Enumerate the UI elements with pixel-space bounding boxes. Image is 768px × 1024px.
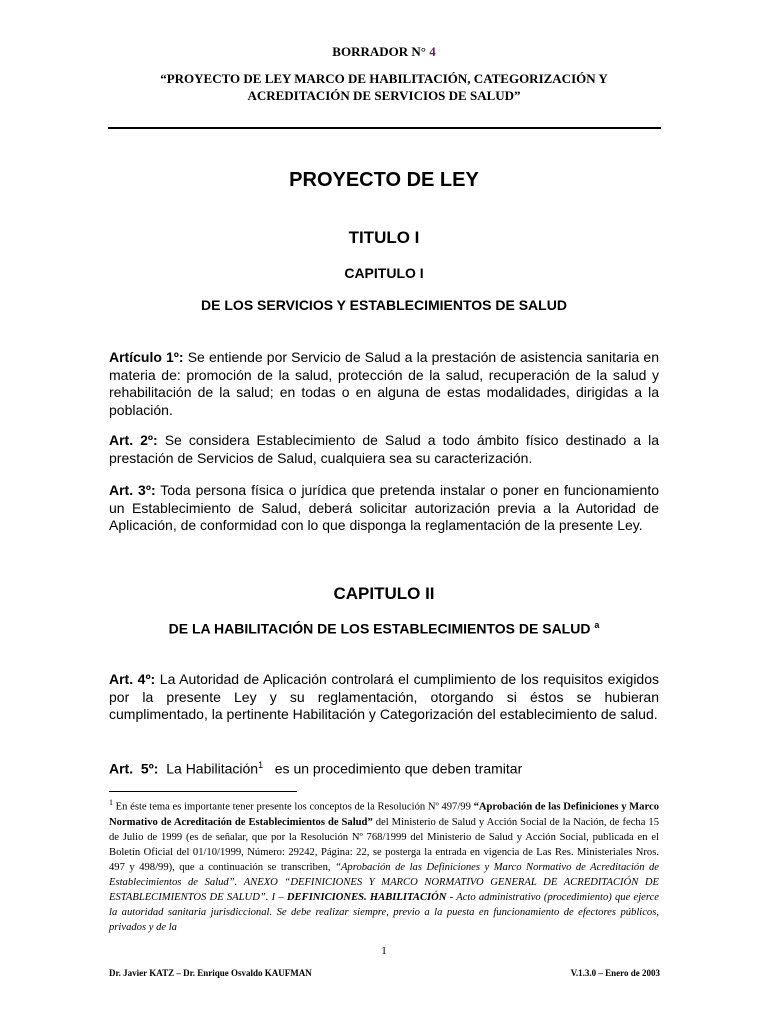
main-heading: PROYECTO DE LEY <box>289 169 479 191</box>
draft-title-prefix: BORRADOR N° <box>332 44 430 59</box>
footnote-italic-1: “Aprobación de las Definiciones y Marco Normativo de Acreditación de Establecimientos de Salud”. ANEXO “DEFINICIONES Y MARCO NORMATIVO GENERAL DE ACREDITACIÓN DE ESTABLECIMIENTOS DE SALUD”. I – <box>109 861 659 904</box>
document-subtitle <box>100 70 668 104</box>
footnote-divider <box>109 791 297 792</box>
article-1-text: Se entiende por Servicio de Salud a la prestación de asistencia sanitaria en materia de: promoción de la salud, protección de la salud, recuperación de la salud y rehabilitación de la salud; en todas o en alguna de estas modalidades, dirigidas a la población. <box>109 349 660 418</box>
article-5-footnote-mark: 1 <box>258 760 264 770</box>
article-4 <box>109 671 659 724</box>
footnote-bold-italic-1: DEFINICIONES. HABILITACIÓN <box>286 892 447 904</box>
footnote-text-1: En éste tema es importante tener presente los conceptos de la Resolución Nº 497/99 <box>113 801 474 813</box>
section-2-heading <box>0 620 768 637</box>
section-2-endnote-mark: a <box>594 620 600 630</box>
article-5-text-before: La Habilitación <box>158 760 259 777</box>
article-5 <box>109 757 659 778</box>
article-3 <box>109 482 659 535</box>
footer-version: V.1.3.0 – Enero de 2003 <box>570 968 660 978</box>
article-5-text-after: es un procedimiento que deben tramitar <box>263 760 523 777</box>
subtitle-line-2: ACREDITACIÓN DE SERVICIOS DE SALUD” <box>247 88 521 103</box>
header-divider <box>108 127 661 129</box>
footnote-mark: 1 <box>109 798 113 807</box>
section-2-text: DE LA HABILITACIÓN DE LOS ESTABLECIMIENTOS DE SALUD <box>168 620 595 637</box>
article-2 <box>109 432 659 467</box>
titulo-heading: TITULO I <box>348 228 420 247</box>
capitulo-2-heading: CAPITULO II <box>333 584 435 603</box>
footnote-italic-2: - Acto administrativo (procedimiento) que ejerce la autoridad sanitaria jurisdiccional. Se debe realizar siempre, previo a la puesta en funcionamiento de efectores públicos, privados y de la <box>109 892 660 934</box>
article-3-text: Toda persona física o jurídica que pretenda instalar o poner en funcionamiento un Establecimiento de Salud, deberá solicitar autorización previa a la Autoridad de Aplicación, de conformidad con lo que disponga la reglamentación de la presente Ley. <box>109 482 659 533</box>
section-1-heading: DE LOS SERVICIOS Y ESTABLECIMIENTOS DE SALUD <box>201 297 567 313</box>
article-4-text: La Autoridad de Aplicación controlará el cumplimiento de los requisitos exigidos por la presente Ley y su reglamentación, otorgando si éstos se hubieran cumplimentado, la pertinente Habilitación y Categorización del establecimiento de salud. <box>109 671 660 722</box>
footer-authors: Dr. Javier KATZ – Dr. Enrique Osvaldo KAUFMAN <box>109 968 312 978</box>
footnote-text-2: del Ministerio de Salud y Acción Social de la Nación, de fecha 15 de Julio de 1999 (es de señalar, que por la Resolución Nº 768/1999 del Ministerio de Salud y Acción Social, publicada en el Boletín Oficial del 01/10/1999, Número: 29242, Página: 22, se posterga la entrada en vigencia de Las Res. Ministeriales Nros. 497 y 498/99), que a continuación se transcriben, <box>109 816 659 873</box>
subtitle-line-1: “PROYECTO DE LEY MARCO DE HABILITACIÓN, CATEGORIZACIÓN Y <box>160 71 608 86</box>
page-number: 1 <box>381 945 387 957</box>
article-4-label: Art. 4º: <box>109 671 156 687</box>
draft-title <box>0 44 768 60</box>
article-2-text: Se considera Establecimiento de Salud a todo ámbito físico destinado a la prestación de Servicios de Salud, cualquiera sea su caracterización. <box>109 432 659 466</box>
footnote-bold-1: “Aprobación de las Definiciones y Marco Normativo de Acreditación de Establecimientos de Salud” <box>109 801 659 828</box>
article-3-label: Art. 3º: <box>109 482 156 498</box>
article-2-label: Art. 2º: <box>109 432 158 448</box>
footnote <box>109 795 659 935</box>
article-1 <box>109 349 659 419</box>
capitulo-1-heading: CAPITULO I <box>344 265 424 281</box>
draft-number: 4 <box>429 44 436 59</box>
article-5-label: Art. 5º: <box>109 760 159 777</box>
article-1-label: Artículo 1º: <box>109 349 184 365</box>
